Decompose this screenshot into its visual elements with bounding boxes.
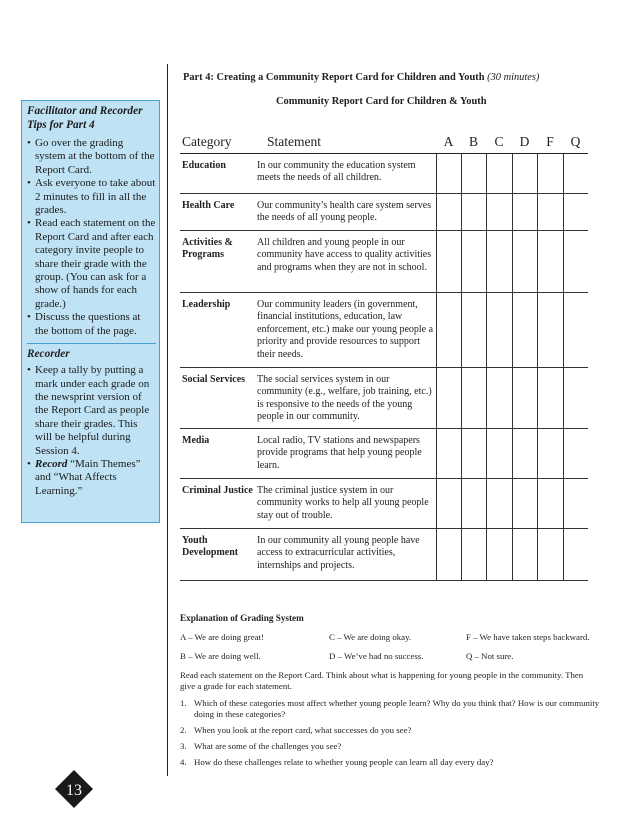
list-item — [27, 458, 156, 498]
grade-cell[interactable] — [512, 230, 537, 292]
grade-cell[interactable] — [436, 528, 461, 580]
grade-cell[interactable] — [563, 153, 588, 193]
grade-legend-item: A – We are doing great! — [180, 632, 264, 642]
grade-cell[interactable] — [461, 230, 486, 292]
table-row — [180, 478, 588, 528]
record-emphasis: Record — [35, 457, 68, 470]
table-row — [180, 428, 588, 478]
list-item — [180, 698, 600, 720]
list-item: • Go over the grading system at the bottom of the Report Card. — [27, 137, 156, 177]
grade-cell[interactable] — [512, 478, 537, 528]
grade-cell[interactable] — [563, 292, 588, 367]
list-item — [180, 741, 600, 752]
grade-cell[interactable] — [486, 428, 512, 478]
grade-cell[interactable] — [537, 153, 563, 193]
question-text: When you look at the report card, what successes do you see? — [194, 725, 412, 735]
category-header: Category — [180, 131, 255, 153]
grade-cell[interactable] — [436, 230, 461, 292]
grade-cell[interactable] — [461, 367, 486, 428]
grade-cell[interactable] — [563, 367, 588, 428]
facilitator-list — [27, 137, 156, 338]
row-category: Leadership — [180, 292, 255, 367]
explanation-intro: Read each statement on the Report Card. Think about what is happening for young people in the community. Then give a grade for each statement. — [180, 670, 584, 691]
grade-cell[interactable] — [436, 193, 461, 230]
grade-cell[interactable] — [563, 528, 588, 580]
question-text: How do these challenges relate to whether young people can learn all day every day? — [194, 757, 494, 767]
grade-cell[interactable] — [461, 153, 486, 193]
grade-cell[interactable] — [461, 528, 486, 580]
grade-cell[interactable] — [486, 292, 512, 367]
grade-cell[interactable] — [436, 153, 461, 193]
grade-cell[interactable] — [461, 193, 486, 230]
explanation-heading: Explanation of Grading System — [180, 613, 304, 623]
grade-cell[interactable] — [436, 428, 461, 478]
grade-cell[interactable] — [436, 292, 461, 367]
question-text: Which of these categories most affect whether young people learn? Why do you think that? How is our community doing in these categories? — [194, 698, 600, 719]
grade-legend-item: D – We’ve had no success. — [329, 651, 424, 661]
row-category: Health Care — [180, 193, 255, 230]
list-item: • Read each statement on the Report Card and after each category invite people to share their grade with the group. (You can ask for a show of hands for each grade.) — [27, 217, 156, 311]
question-number: 1. — [180, 698, 187, 708]
grade-cell[interactable] — [512, 428, 537, 478]
table-row — [180, 153, 588, 193]
row-statement: Our community’s health care system serves the needs of all young people. — [255, 193, 436, 230]
grade-header-a: A — [436, 131, 461, 153]
table-row — [180, 193, 588, 230]
grade-header-d: D — [512, 131, 537, 153]
row-statement: In our community the education system meets the needs of all children. — [255, 153, 436, 193]
statement-header: Statement — [255, 131, 436, 153]
row-statement: All children and young people in our community have access to quality activities and programs when they are not in school. — [255, 230, 436, 292]
row-statement: In our community all young people have access to extracurricular activities, internships and projects. — [255, 528, 436, 580]
list-item — [180, 757, 600, 768]
question-number: 3. — [180, 741, 187, 751]
grade-cell[interactable] — [537, 292, 563, 367]
part-duration: (30 minutes) — [487, 72, 540, 83]
grade-cell[interactable] — [486, 193, 512, 230]
list-item: • Discuss the questions at the bottom of the page. — [27, 311, 156, 338]
part-title: Part 4: Creating a Community Report Card for Children and Youth — [183, 72, 485, 83]
table-row — [180, 367, 588, 428]
list-item: • Ask everyone to take about 2 minutes to fill in all the grades. — [27, 177, 156, 217]
grade-cell[interactable] — [461, 292, 486, 367]
grade-cell[interactable] — [563, 193, 588, 230]
row-category: Media — [180, 428, 255, 478]
row-statement: The social services system in our community (e.g., welfare, job training, etc.) is responsive to the needs of the young people in our community. — [255, 367, 436, 428]
discussion-questions — [180, 698, 600, 768]
grade-cell[interactable] — [512, 193, 537, 230]
grade-cell[interactable] — [537, 367, 563, 428]
grade-cell[interactable] — [563, 230, 588, 292]
table-row — [180, 292, 588, 367]
row-category: Social Services — [180, 367, 255, 428]
grade-cell[interactable] — [486, 528, 512, 580]
grade-legend-row — [180, 632, 600, 643]
grade-cell[interactable] — [486, 478, 512, 528]
row-category: Criminal Justice — [180, 478, 255, 528]
grade-cell[interactable] — [537, 428, 563, 478]
grade-cell[interactable] — [436, 367, 461, 428]
grade-cell[interactable] — [512, 153, 537, 193]
part-heading — [183, 72, 539, 83]
grade-header-f: F — [537, 131, 563, 153]
grade-cell[interactable] — [537, 230, 563, 292]
grade-legend-item: B – We are doing well. — [180, 651, 261, 661]
grade-legend-item: F – We have taken steps backward. — [466, 632, 590, 642]
table-row — [180, 528, 588, 580]
grade-header-b: B — [461, 131, 486, 153]
grade-cell[interactable] — [537, 478, 563, 528]
row-statement: Local radio, TV stations and newspapers provide programs that help young people learn. — [255, 428, 436, 478]
grade-cell[interactable] — [512, 367, 537, 428]
grade-header-q: Q — [563, 131, 588, 153]
grade-cell[interactable] — [486, 367, 512, 428]
recorder-list — [27, 364, 156, 498]
grade-cell[interactable] — [486, 153, 512, 193]
grade-cell[interactable] — [537, 193, 563, 230]
grade-cell[interactable] — [563, 478, 588, 528]
page-number: 13 — [66, 782, 82, 799]
question-number: 4. — [180, 757, 187, 767]
grading-explanation — [180, 613, 600, 773]
list-item: • Keep a tally by putting a mark under each grade on the newsprint version of the Report Card as people share their grades. This will be helpful during Session 4. — [27, 364, 156, 458]
grade-cell[interactable] — [461, 478, 486, 528]
report-card-table — [180, 131, 588, 581]
row-category: Activities & Programs — [180, 230, 255, 292]
page-number-badge — [54, 769, 94, 809]
grade-cell[interactable] — [461, 428, 486, 478]
record-text: “Main Themes” and “What Affects Learning.” — [35, 457, 141, 497]
grade-legend-item: Q – Not sure. — [466, 651, 514, 661]
row-category: Education — [180, 153, 255, 193]
grade-cell[interactable] — [512, 292, 537, 367]
grade-legend-row — [180, 651, 600, 662]
recorder-title: Recorder — [27, 343, 156, 360]
grade-cell[interactable] — [563, 428, 588, 478]
row-statement: The criminal justice system in our community works to help all young people stay out of trouble. — [255, 478, 436, 528]
question-number: 2. — [180, 725, 187, 735]
grade-cell[interactable] — [436, 478, 461, 528]
vertical-divider — [167, 64, 168, 776]
grade-cell[interactable] — [537, 528, 563, 580]
grade-cell[interactable] — [486, 230, 512, 292]
table-row — [180, 230, 588, 292]
question-text: What are some of the challenges you see? — [194, 741, 342, 751]
report-card-title: Community Report Card for Children & Youth — [276, 96, 487, 107]
facilitator-tips-box — [21, 100, 160, 523]
grade-cell[interactable] — [512, 528, 537, 580]
grade-header-c: C — [486, 131, 512, 153]
table-header — [180, 131, 588, 153]
list-item — [180, 725, 600, 736]
row-statement: Our community leaders (in government, financial institutions, education, law enforcement, etc.) make our young people a priority and provide resources to support their needs. — [255, 292, 436, 367]
tips-title: Facilitator and Recorder Tips for Part 4 — [27, 105, 143, 131]
row-category: Youth Development — [180, 528, 255, 580]
grade-legend-item: C – We are doing okay. — [329, 632, 412, 642]
